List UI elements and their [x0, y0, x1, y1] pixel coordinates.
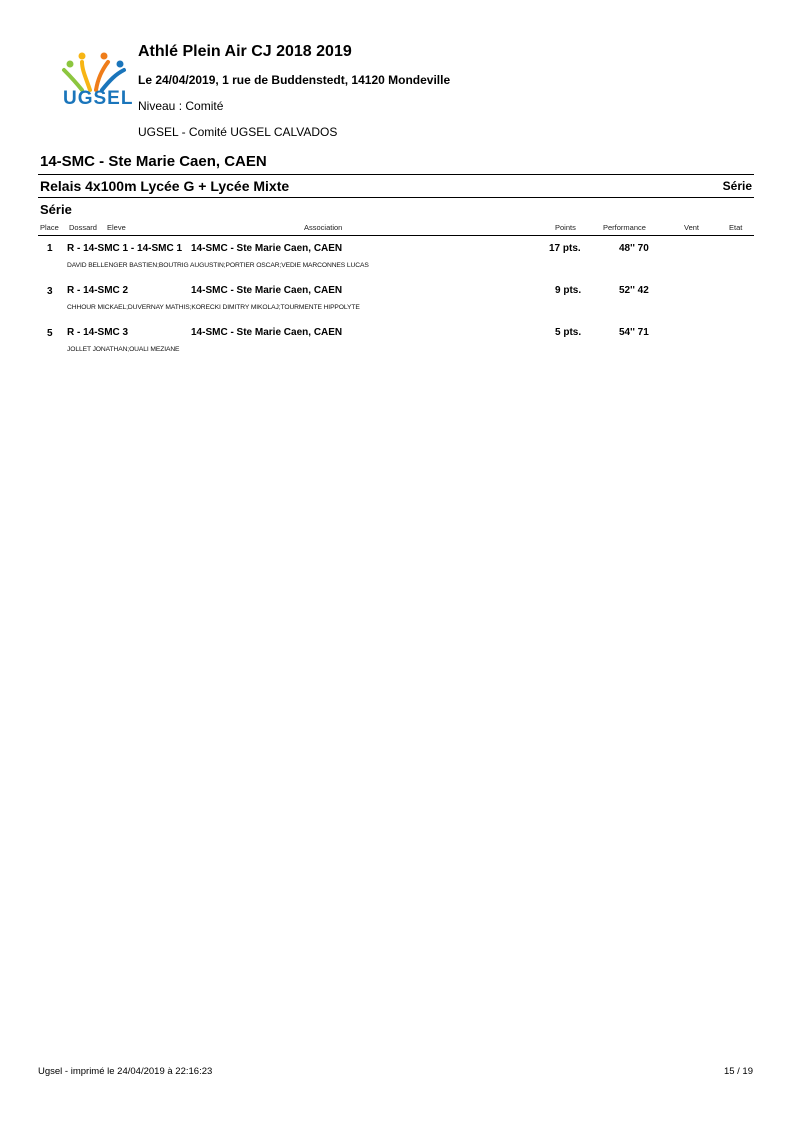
result-place: 1 — [47, 243, 53, 254]
result-members: CHHOUR MICKAEL;DUVERNAY MATHIS;KORECKI DIMITRY MIKOLAJ;TOURMENTE HIPPOLYTE — [67, 304, 360, 311]
result-performance: 52'' 42 — [619, 285, 649, 296]
result-association: 14-SMC - Ste Marie Caen, CAEN — [191, 327, 343, 338]
column-header-etat: Etat — [729, 223, 743, 232]
competition-level: Niveau : Comité — [138, 99, 224, 113]
result-performance: 48'' 70 — [619, 243, 649, 254]
result-points: 17 pts. — [549, 243, 581, 254]
result-place: 3 — [47, 286, 53, 297]
column-header-performance: Performance — [603, 223, 646, 232]
result-dossard: R - 14-SMC 1 - 14-SMC 1 — [67, 243, 183, 254]
result-dossard: R - 14-SMC 2 — [67, 285, 129, 296]
competition-title: Athlé Plein Air CJ 2018 2019 — [138, 43, 352, 60]
column-header-points: Points — [555, 223, 576, 232]
column-header-association: Association — [304, 223, 343, 232]
event-title: Relais 4x100m Lycée G + Lycée Mixte — [40, 178, 290, 194]
event-type: Série — [722, 179, 752, 193]
result-points: 9 pts. — [555, 285, 582, 296]
result-members: DAVID BELLENGER BASTIEN;BOUTRIG AUGUSTIN;PORTIER OSCAR;VEDIE MARCONNES LUCAS — [67, 262, 369, 269]
club-title: 14-SMC - Ste Marie Caen, CAEN — [40, 153, 267, 170]
result-performance: 54'' 71 — [619, 327, 649, 338]
logo-text: UGSEL — [63, 88, 134, 109]
result-points: 5 pts. — [555, 327, 582, 338]
serie-title: Série — [40, 202, 72, 217]
result-association: 14-SMC - Ste Marie Caen, CAEN — [191, 243, 343, 254]
result-place: 5 — [47, 328, 53, 339]
footer-print-date: Ugsel - imprimé le 24/04/2019 à 22:16:23 — [38, 1066, 213, 1077]
column-header-place: Place — [40, 223, 59, 232]
column-header-eleve: Eleve — [107, 223, 126, 232]
event-header — [38, 174, 754, 198]
column-header-dossard: Dossard — [69, 223, 97, 232]
result-dossard: R - 14-SMC 3 — [67, 327, 129, 338]
competition-date-location: Le 24/04/2019, 1 rue de Buddenstedt, 14120 Mondeville — [138, 73, 451, 87]
result-association: 14-SMC - Ste Marie Caen, CAEN — [191, 285, 343, 296]
organisation-name: UGSEL - Comité UGSEL CALVADOS — [138, 125, 338, 139]
header-divider — [38, 235, 754, 236]
column-header-vent: Vent — [684, 223, 700, 232]
footer-page-number: 15 / 19 — [723, 1066, 753, 1077]
result-members: JOLLET JONATHAN;OUALI MEZIANE — [67, 346, 180, 353]
